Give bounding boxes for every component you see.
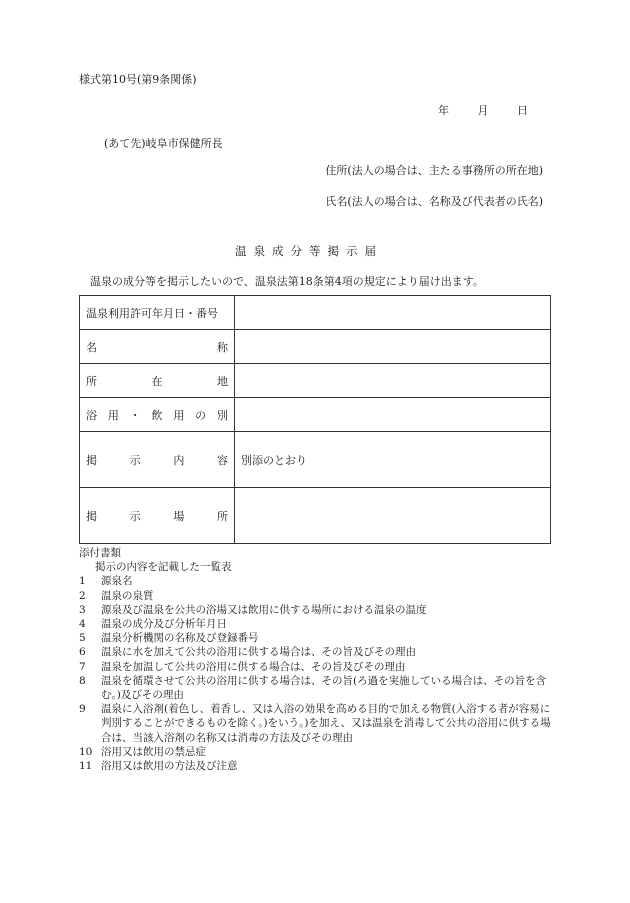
row-value[interactable] [235, 296, 551, 330]
label-char: 別 [216, 408, 228, 422]
list-item-text: 温泉を循環させて公共の浴用に供する場合は、その旨(ろ過を実施している場合は、その旨を含む。)及びその理由 [101, 674, 547, 702]
list-item-text: 温泉の成分及び分析年月日 [101, 618, 227, 631]
list-item-number: 10 [79, 745, 93, 758]
list-item-text: 浴用又は飲用の方法及び注意 [101, 760, 238, 773]
document-title: 温泉成分等掲示届 [235, 244, 383, 258]
table-row [80, 432, 551, 488]
list-item [79, 645, 553, 659]
list-item-number: 8 [79, 674, 86, 687]
list-item-number: 6 [79, 646, 86, 659]
justified-label [86, 452, 228, 468]
list-item [79, 589, 553, 603]
list-item [79, 631, 553, 645]
label-char: の [195, 408, 207, 422]
list-item-number: 5 [79, 632, 86, 645]
table-row [80, 330, 551, 364]
list-item [79, 759, 553, 773]
table-row [80, 364, 551, 398]
addressee: (あて先)岐阜市保健所長 [104, 137, 223, 150]
attachments-heading: 添付書類 [79, 547, 121, 559]
list-item [79, 574, 553, 588]
intro-text: 温泉の成分等を掲示したいので、温泉法第18条第4項の規定により届け出ます。 [90, 275, 484, 288]
list-item-text: 温泉に水を加えて公共の浴用に供する場合は、その旨及びその理由 [101, 646, 416, 659]
label-char: 場 [173, 509, 185, 523]
attachments-section [79, 546, 553, 773]
list-item-number: 9 [79, 703, 86, 716]
table-row [80, 488, 551, 544]
list-item-text: 源泉及び温泉を公共の浴場又は飲用に供する場所における温泉の温度 [101, 603, 427, 616]
row-label [80, 398, 235, 432]
list-item-text: 源泉名 [101, 575, 133, 588]
label-char: ・ [129, 408, 141, 422]
date-line [438, 104, 528, 118]
justified-label [86, 508, 228, 524]
row-label [80, 432, 235, 488]
date-day-label: 日 [517, 104, 528, 117]
attachments-subheading: 掲示の内容を記載した一覧表 [95, 561, 232, 574]
label-char: 飲 [151, 408, 163, 422]
list-item [79, 745, 553, 759]
label-char: 示 [129, 453, 141, 467]
label-char: 所 [216, 509, 228, 523]
date-month-label: 月 [477, 104, 489, 117]
label-char: 掲 [86, 453, 97, 467]
label-char: 用 [107, 408, 119, 422]
attachment-list [79, 574, 553, 773]
list-item-text: 温泉分析機関の名称及び登録番号 [101, 632, 259, 645]
row-label [80, 330, 235, 364]
label-char: 示 [129, 509, 141, 523]
label-char: 掲 [86, 509, 97, 523]
row-value[interactable]: 別添のとおり [235, 432, 551, 488]
form-number: 様式第10号(第9条関係) [79, 73, 197, 86]
label-char: 地 [217, 374, 228, 388]
row-label [80, 488, 235, 544]
label-char: 用 [173, 408, 185, 422]
list-item-text: 温泉の泉質 [101, 589, 154, 602]
justified-label [86, 407, 228, 423]
name-label: 氏名(法人の場合は、名称及び代表者の氏名) [325, 195, 543, 208]
label-char: 容 [216, 453, 228, 467]
list-item-number: 11 [79, 760, 93, 773]
label-char: 名 [86, 340, 97, 354]
list-item [79, 674, 553, 702]
row-value[interactable] [235, 488, 551, 544]
list-item [79, 617, 553, 631]
list-item-number: 4 [79, 618, 86, 631]
row-label: 温泉利用許可年月日・番号 [80, 296, 235, 330]
justified-label [86, 339, 228, 355]
address-label: 住所(法人の場合は、主たる事務所の所在地) [325, 164, 543, 177]
label-char: 内 [173, 453, 185, 467]
date-year-label: 年 [438, 104, 449, 117]
table-row [80, 296, 551, 330]
row-label [80, 364, 235, 398]
list-item [79, 702, 553, 745]
label-char: 浴 [86, 408, 97, 422]
list-item-text: 温泉を加温して公共の浴用に供する場合は、その旨及びその理由 [101, 660, 406, 673]
row-value[interactable] [235, 398, 551, 432]
label-char: 称 [217, 340, 228, 354]
list-item-text: 温泉に入浴剤(着色し、着香し、又は入浴の効果を高める目的で加える物質(入浴する者が容易に判別することができるものを除く。)をいう。)を加え、又は温泉を消毒して公共の浴用に供する場合は、当該入浴剤の名称又は消毒の方法及びその理由 [101, 703, 551, 744]
list-item-text: 浴用又は飲用の禁忌症 [101, 745, 206, 758]
list-item [79, 660, 553, 674]
row-value[interactable] [235, 330, 551, 364]
list-item-number: 7 [79, 660, 86, 673]
list-item-number: 3 [79, 603, 86, 616]
table-row [80, 398, 551, 432]
label-char: 所 [86, 374, 97, 388]
list-item [79, 603, 553, 617]
row-value[interactable] [235, 364, 551, 398]
list-item-number: 2 [79, 589, 86, 602]
label-char: 在 [151, 374, 163, 388]
list-item-number: 1 [79, 575, 86, 588]
justified-label [86, 373, 228, 389]
form-table [79, 295, 551, 544]
